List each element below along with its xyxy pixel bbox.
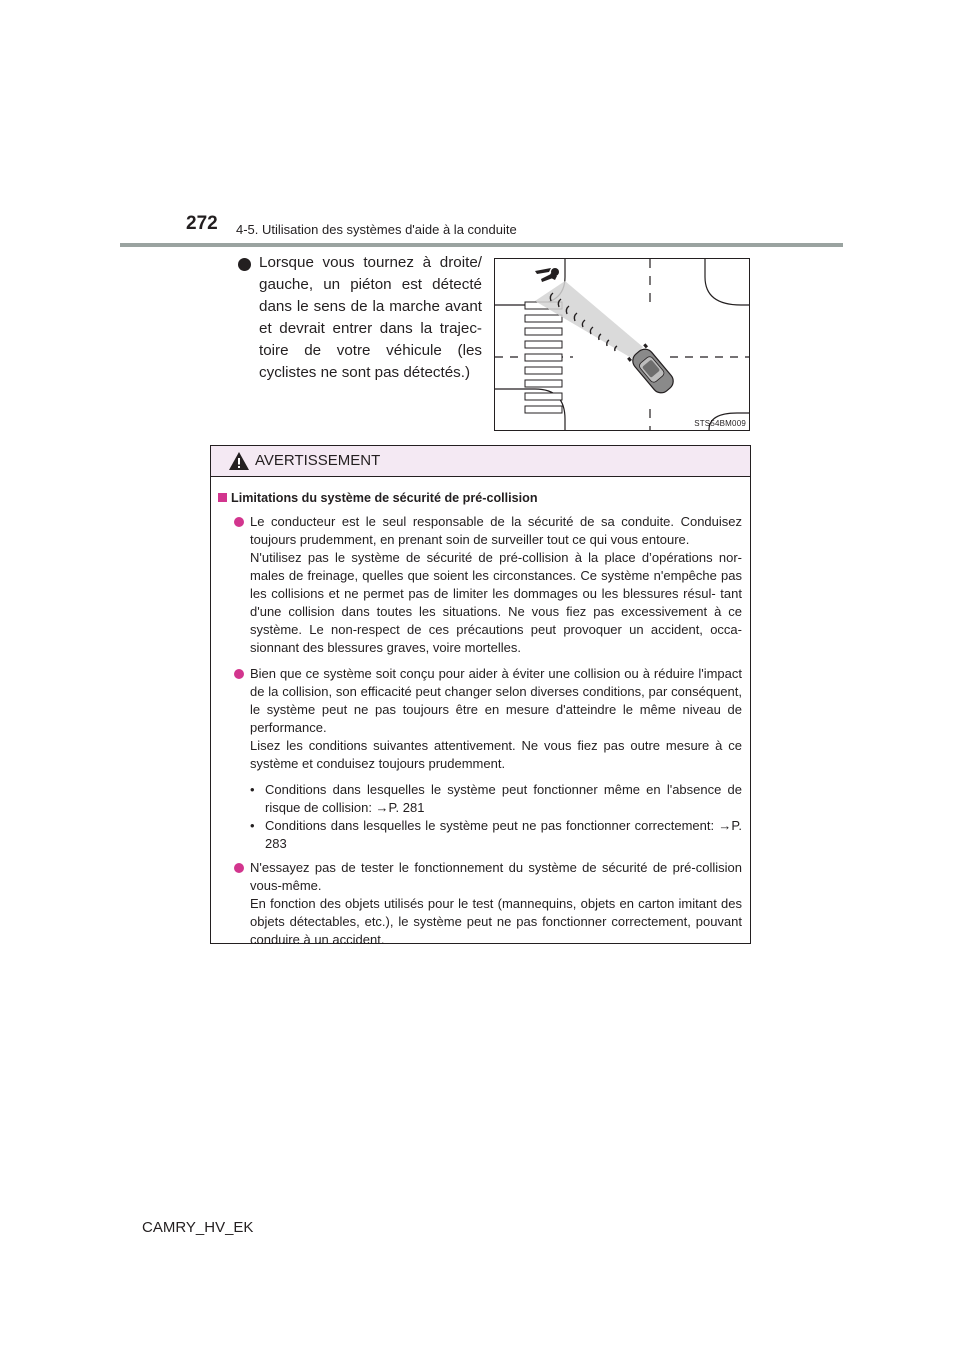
intersection-figure [494,258,750,431]
warning-item [218,859,742,949]
bullet-icon [238,258,251,271]
warning-item-text: Lisez les conditions suivantes attentivement. Ne vous fiez pas outre mesure à ce système et conduisez toujours prudemment. [250,738,742,771]
warning-header [211,446,750,477]
header-rule [120,243,843,247]
warning-subhead-text: Limitations du système de sécurité de pré-collision [231,491,538,505]
warning-box [210,445,751,947]
bullet-icon [234,863,244,873]
intersection-illustration [495,259,749,430]
bullet-icon [234,517,244,527]
warning-item-text: N'essayez pas de tester le fonctionnement du système de sécurité de pré-collision vous-même. [250,860,742,893]
warning-item-text: En fonction des objets utilisés pour le test (mannequins, objets en carton imitant des objets détectables, etc.), le système peut ne pas fonctionner correctement, pouvant conduire à un accident. [250,896,742,947]
warning-item-text: Le conducteur est le seul responsable de la sécurité de sa conduite. Conduisez toujours prudemment, en prenant soin de surveiller tout ce qui vous entoure. [250,514,742,547]
condition-list [250,781,742,853]
intro-bullet [232,252,482,384]
warning-subhead [218,489,742,507]
condition-item [250,817,742,853]
figure-code: STS54BM009 [694,419,746,428]
warning-title: AVERTISSEMENT [255,452,381,469]
intro-text: Lorsque vous tournez à droite/ gauche, un piéton est détecté dans le sens de la marche avant et devrait entrer dans la trajec- toire de votre véhicule (les cyclistes ne sont pas détectés.) [259,254,482,381]
square-bullet-icon [218,493,227,502]
section-title: 4-5. Utilisation des systèmes d'aide à la conduite [236,222,517,237]
condition-text: Conditions dans lesquelles le système peut fonctionner même en l'absence de risque de collision: →P. 281 [265,782,742,815]
bullet-icon [234,669,244,679]
condition-text: Conditions dans lesquelles le système peut ne pas fonctionner correctement: →P. 283 [265,818,742,851]
dot-marker: • [250,782,255,797]
warning-triangle-icon [228,451,250,471]
warning-item [218,513,742,657]
warning-body [211,477,750,949]
warning-item [218,665,742,773]
warning-item-text: N'utilisez pas le système de sécurité de pré-collision à la place d’opérations nor- males de freinage, quelles que soient les circonstances. Ce système n'empêche pas les collisions et ne permet pas de limiter les dommages ou les blessures résul- tant d'une collision dans toutes les situations. Ne vous fiez pas excessivement à ce système. Le non-respect de ces précautions peut provoquer un accident, occa- sionnant des blessures graves, voire mortelles. [250,550,742,655]
warning-item-text: Bien que ce système soit conçu pour aider à éviter une collision ou à réduire l'impact de la collision, son efficacité peut changer selon diverses conditions, par conséquent, le système peut ne pas toujours être en mesure d'atteindre le même niveau de performance. [250,666,742,735]
condition-item [250,781,742,817]
dot-marker: • [250,818,255,833]
page-number: 272 [186,213,218,234]
footer-model-code: CAMRY_HV_EK [142,1219,254,1236]
